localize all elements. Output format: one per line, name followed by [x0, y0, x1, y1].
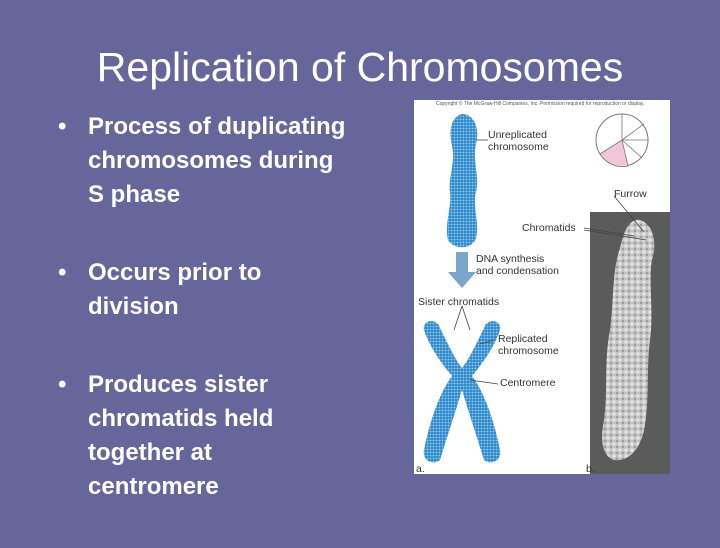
bullet-item [58, 368, 408, 504]
label-dna-synthesis-line1: DNA synthesis [476, 253, 545, 265]
bullet-line: Process of duplicating [88, 113, 346, 140]
label-unreplicated-line2: chromosome [488, 141, 549, 153]
label-centromere: Centromere [500, 377, 556, 389]
bullet-marker: • [58, 371, 67, 398]
label-replicated-line2: chromosome [498, 345, 559, 357]
chromosome-figure [414, 100, 670, 474]
bullet-line: division [88, 293, 179, 320]
label-unreplicated-line1: Unreplicated [488, 129, 547, 141]
label-chromatids: Chromatids [522, 222, 576, 234]
bullet-line: centromere [88, 473, 219, 500]
cell-cycle-icon [596, 114, 648, 167]
bullet-list [58, 110, 408, 548]
micrograph-panel [590, 212, 670, 474]
bullet-line: Produces sister [88, 371, 269, 398]
bullet-line: together at [88, 439, 213, 466]
bullet-item [58, 110, 408, 212]
label-furrow: Furrow [614, 188, 647, 200]
bullet-line: chromatids held [88, 405, 274, 432]
unreplicated-chromosome [447, 114, 477, 247]
label-dna-synthesis-line2: and condensation [476, 265, 559, 277]
bullet-marker: • [58, 259, 67, 286]
label-sister-chromatids: Sister chromatids [418, 296, 500, 308]
label-panel-b: b. [586, 463, 595, 474]
label-replicated-line1: Replicated [498, 333, 548, 345]
slide-title: Replication of Chromosomes [96, 44, 624, 90]
bullet-marker: • [58, 113, 67, 140]
bullet-line: chromosomes during [88, 147, 334, 174]
bullet-line: Occurs prior to [88, 259, 262, 286]
bullet-line: S phase [88, 181, 181, 208]
replicated-chromosome [424, 321, 501, 462]
bullet-item [58, 256, 408, 324]
label-panel-a: a. [416, 463, 425, 474]
arrow-down-icon [448, 252, 476, 288]
figure-svg [414, 100, 670, 474]
copyright-notice: Copyright © The McGraw-Hill Companies, Inc. Permission required for reproduction or display. [436, 101, 645, 107]
